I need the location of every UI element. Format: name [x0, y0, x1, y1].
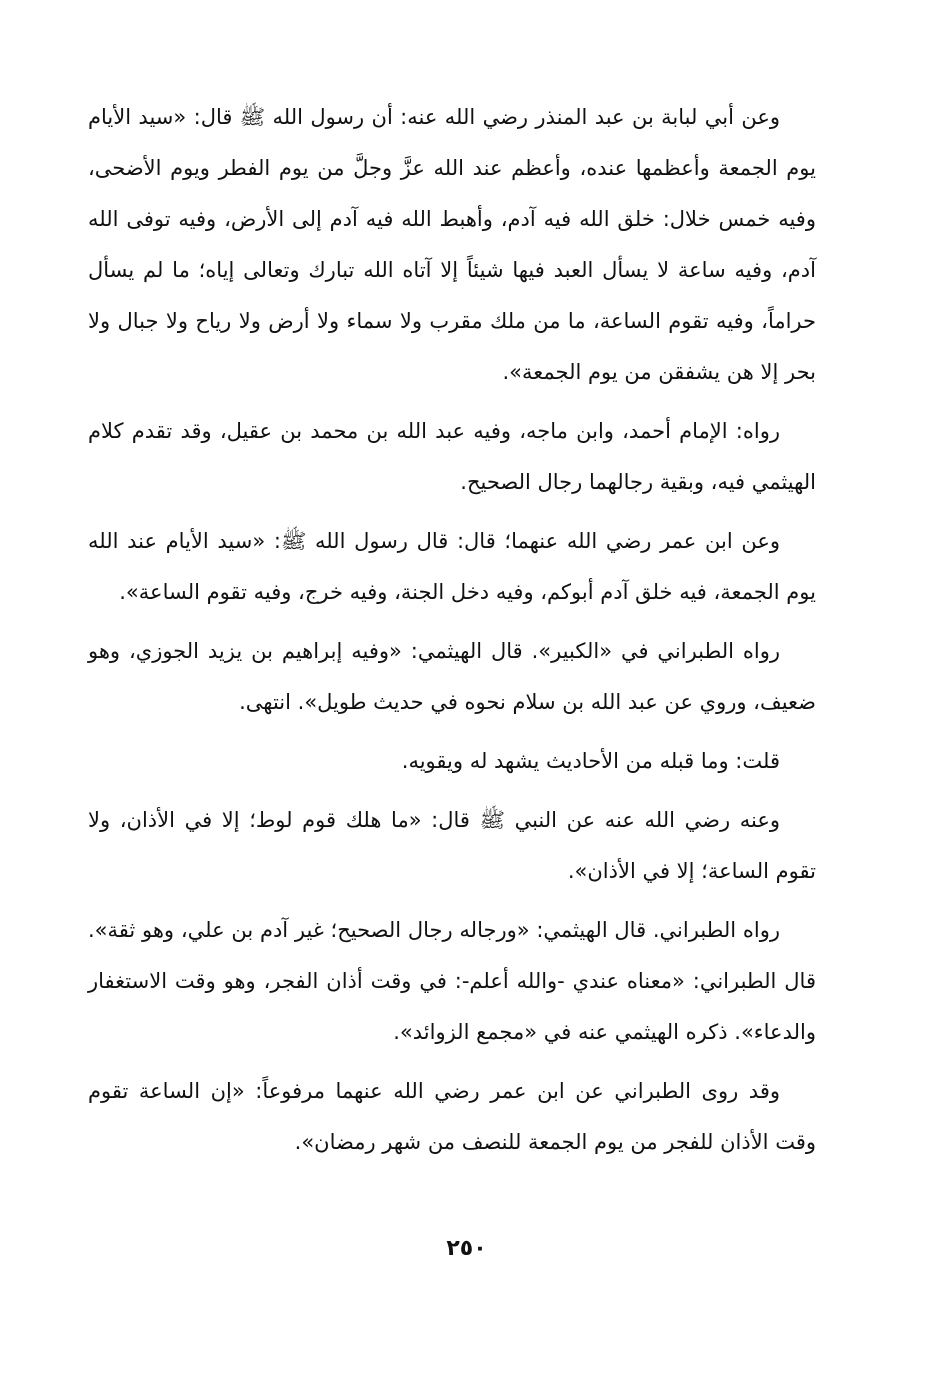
paragraph-3: وعن ابن عمر رضي الله عنهما؛ قال: قال رسول الله ﷺ: «سيد الأيام عند الله يوم الجمعة، فيه خلق آدم أبوكم، وفيه دخل الجنة، وفيه خرج، وفيه تقوم الساعة».: [88, 529, 816, 604]
page-body: [88, 92, 816, 1176]
paragraph-7: رواه الطبراني. قال الهيثمي: «ورجاله رجال الصحيح؛ غير آدم بن علي، وهو ثقة». قال الطبراني: «معناه عندي -والله أعلم-: في وقت أذان الفجر، وهو وقت الاستغفار والدعاء». ذكره الهيثمي عنه في «مجمع الزوائد».: [88, 918, 816, 1044]
paragraph-2: رواه: الإمام أحمد، وابن ماجه، وفيه عبد الله بن محمد بن عقيل، وقد تقدم كلام الهيثمي فيه، وبقية رجالهما رجال الصحيح.: [88, 419, 816, 494]
paragraph-8: وقد روى الطبراني عن ابن عمر رضي الله عنهما مرفوعاً: «إن الساعة تقوم وقت الأذان للفجر من يوم الجمعة للنصف من شهر رمضان».: [88, 1079, 816, 1154]
paragraph-6: وعنه رضي الله عنه عن النبي ﷺ قال: «ما هلك قوم لوط؛ إلا في الأذان، ولا تقوم الساعة؛ إلا في الأذان».: [88, 808, 816, 883]
paragraph-5: قلت: وما قبله من الأحاديث يشهد له ويقويه.: [401, 749, 780, 773]
paragraph-4: رواه الطبراني في «الكبير». قال الهيثمي: «وفيه إبراهيم بن يزيد الجوزي، وهو ضعيف، وروي عن عبد الله بن سلام نحوه في حديث طويل». انتهى.: [88, 639, 816, 714]
paragraph-1: وعن أبي لبابة بن عبد المنذر رضي الله عنه: أن رسول الله ﷺ قال: «سيد الأيام يوم الجمعة وأعظمها عنده، وأعظم عند الله عزَّ وجلَّ من يوم الفطر ويوم الأضحى، وفيه خمس خلال: خلق الله فيه آدم، وأهبط الله فيه آدم إلى الأرض، وفيه توفى الله آدم، وفيه ساعة لا يسأل العبد فيها شيئاً إلا آتاه الله تبارك وتعالى إياه؛ ما لم يسأل حراماً، وفيه تقوم الساعة، ما من ملك مقرب ولا سماء ولا أرض ولا رياح ولا جبال ولا بحر إلا هن يشفقن من يوم الجمعة».: [88, 105, 816, 384]
page-number: ٢٥٠: [446, 1236, 487, 1261]
